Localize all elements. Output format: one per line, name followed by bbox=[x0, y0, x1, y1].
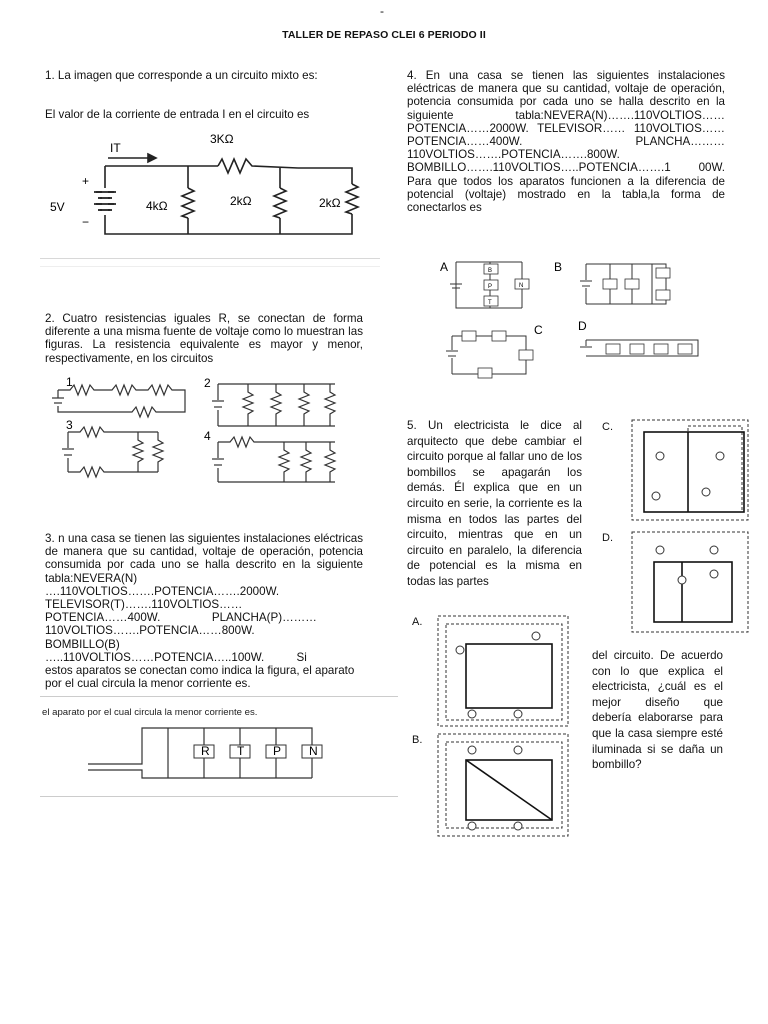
question-1 bbox=[45, 69, 363, 82]
question-3-line: 110VOLTIOS…….POTENCIA……800W. bbox=[45, 624, 255, 638]
question-3-line: TELEVISOR(T)…….110VOLTIOS…… bbox=[45, 598, 243, 612]
option-c-label: C. bbox=[602, 421, 613, 433]
question-3-figure bbox=[40, 696, 398, 796]
option-b-circuit bbox=[436, 732, 572, 840]
circuit-label-3: 3 bbox=[66, 418, 73, 432]
device-letter: P bbox=[488, 284, 493, 290]
current-label: IT bbox=[110, 141, 121, 155]
device-box-r: R bbox=[201, 744, 210, 758]
device-letter: N bbox=[519, 283, 524, 289]
resistor-3k-label: 3KΩ bbox=[210, 132, 234, 146]
battery-minus: − bbox=[82, 215, 90, 229]
option-d-label: D. bbox=[602, 532, 613, 544]
separator bbox=[40, 796, 398, 797]
option-a-label: A. bbox=[412, 616, 423, 628]
question-3-line: BOMBILLO(B) bbox=[45, 637, 120, 651]
resistor-2k-label-2: 2kΩ bbox=[319, 196, 341, 210]
option-d-circuit bbox=[630, 530, 752, 634]
separator bbox=[40, 696, 398, 697]
option-a: A bbox=[440, 260, 449, 274]
option-a-circuit bbox=[436, 614, 572, 732]
source-label: 5V bbox=[50, 200, 65, 214]
page-title: TALLER DE REPASO CLEI 6 PERIODO II bbox=[282, 29, 486, 41]
separator bbox=[40, 266, 380, 267]
circuit-label-4: 4 bbox=[204, 429, 211, 443]
option-d: D bbox=[578, 319, 587, 333]
battery-plus: + bbox=[82, 174, 90, 188]
question-5-text: 5. Un electricista le dice al arquitecto que debe cambiar el circuito porque al fallar uno de los bombillos se apagarán los demás. Él explica que en un circuito en serie, la corriente es la misma en todos las partes del circuito, mientras que en un circuito en paralelo, la diferencia de potencial es la misma en todas las partes bbox=[407, 419, 582, 588]
question-1-prompt: El valor de la corriente de entrada I en el circuito es bbox=[45, 108, 310, 121]
question-3-line: ….110VOLTIOS…….POTENCIA…….2000W. bbox=[45, 584, 280, 598]
question-3 bbox=[45, 532, 363, 690]
question-5-text-cont: del circuito. De acuerdo con lo que explica el electricista, ¿cuál es el mejor diseño que debería elaborarse para que la casa siempre esté iluminada si se daña un bombillo? bbox=[592, 649, 723, 772]
separator bbox=[40, 258, 380, 259]
option-b: B bbox=[554, 260, 563, 274]
question-4-options-figure bbox=[426, 256, 716, 386]
mixed-circuit-figure bbox=[40, 126, 380, 244]
question-1-text: 1. La imagen que corresponde a un circuito mixto es: bbox=[45, 69, 318, 82]
device-letter: T bbox=[488, 300, 492, 306]
four-circuits-figure bbox=[40, 376, 370, 496]
question-3-line: POTENCIA……400W. PLANCHA(P)……… bbox=[45, 611, 317, 625]
option-c-circuit bbox=[630, 418, 752, 523]
device-box-t: T bbox=[237, 744, 245, 758]
question-3-line: estos aparatos se conectan como indica la figura, el aparato por el cual circula la menor corriente es. bbox=[45, 664, 355, 691]
device-box-p: P bbox=[273, 744, 282, 758]
device-box-n: N bbox=[309, 744, 318, 758]
question-3-line: 3. n una casa se tienen las siguientes instalaciones eléctricas de manera que su cantidad, voltaje de operación, potencia consumida por cada uno se halla descrito en la siguiente tabla:NEVERA(N) bbox=[45, 532, 363, 585]
option-c: C bbox=[534, 323, 543, 337]
header-dash: - bbox=[380, 4, 384, 18]
question-2-text: 2. Cuatro resistencias iguales R, se conectan de forma diferente a una misma fuente de voltaje como lo muestran las figuras. La resistencia equivalente es mayor y menor, respectivamente, en los circuitos bbox=[45, 312, 363, 365]
device-letter: B bbox=[488, 268, 493, 274]
circuit-label-1: 1 bbox=[66, 376, 73, 389]
circuit-label-2: 2 bbox=[204, 376, 211, 390]
resistor-4k-label: 4kΩ bbox=[146, 199, 168, 213]
question-3-line: …..110VOLTIOS……POTENCIA…..100W. Si bbox=[45, 650, 307, 664]
question-4-text: 4. En una casa se tienen las siguientes instalaciones eléctricas de manera que su cantidad, voltaje de operación, potencia consumida por cada uno se halla descrito en la siguiente tabla:NEVERA(N)…….110VOLTIOS……POTENCIA……2000W. TELEVISOR…… 110VOLTIOS……POTENCIA……400W. PLANCHA……… 110VOLTIOS…….POTENCIA…….800W. BOMBILLO…….110VOLTIOS…..POTENCIA…….1 00W. Para que todos los aparatos funcionen a la diferencia de potencial (voltaje) mostrado en la tabla,la forma de conectarlos es bbox=[407, 69, 725, 215]
resistor-2k-label-1: 2kΩ bbox=[230, 194, 252, 208]
option-b-label: B. bbox=[412, 734, 423, 746]
figure-caption: el aparato por el cual circula la menor corriente es. bbox=[42, 707, 258, 718]
